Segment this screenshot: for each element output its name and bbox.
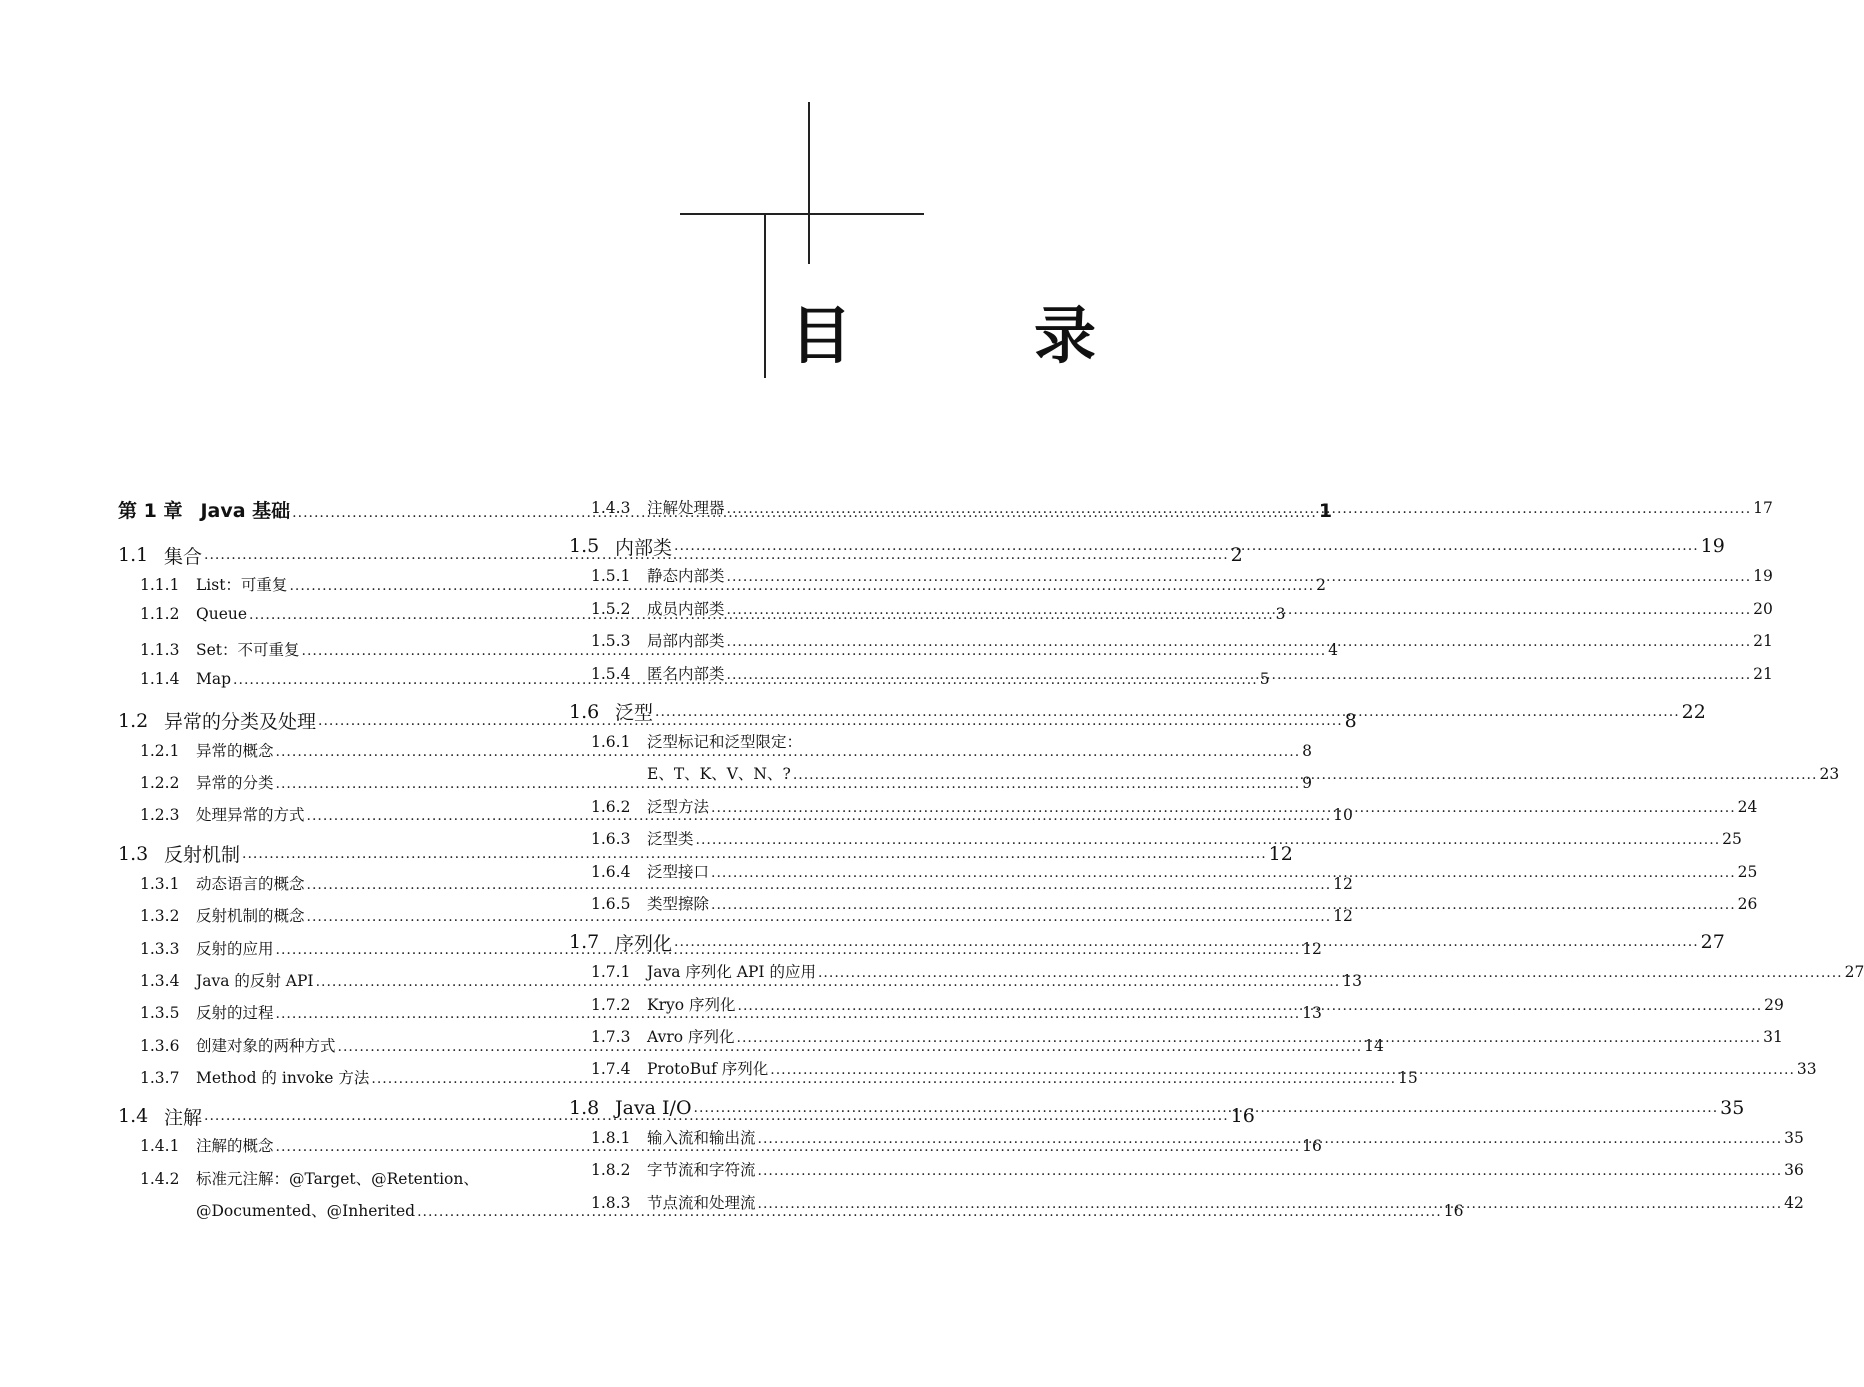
- toc-entry-title: Java I/O: [615, 1096, 692, 1119]
- toc-entry-title: Set：不可重复: [196, 640, 300, 659]
- toc-entry-title: @Documented、@Inherited: [196, 1202, 416, 1221]
- toc-entry-page: 5: [1259, 670, 1270, 689]
- toc-dot-leader: [737, 1030, 1762, 1046]
- decor-vertical-line-lower: [764, 214, 766, 378]
- toc-entry-number: 1.8.2: [591, 1161, 631, 1180]
- toc-entry-page: 9: [1302, 773, 1313, 792]
- toc-entry-title: 泛型: [615, 702, 654, 725]
- toc-entry-sub-first[interactable]: [569, 730, 972, 762]
- toc-dot-leader: [818, 965, 1843, 981]
- toc-dot-leader: [674, 934, 1699, 950]
- toc-dot-leader: [694, 1100, 1719, 1116]
- toc-entry-title: Map: [196, 670, 232, 689]
- toc-entry-number: 1.1.1: [140, 576, 180, 594]
- toc-entry-sub[interactable]: [569, 1158, 1804, 1190]
- toc-entry-title: Avro 序列化: [647, 1028, 735, 1047]
- toc-dot-leader: [738, 998, 1763, 1014]
- toc-entry-title: 反射机制的概念: [196, 907, 305, 926]
- toc-entry-title: Java 的反射 API: [196, 971, 314, 990]
- toc-entry-sub[interactable]: [569, 564, 1773, 596]
- toc-entry-title: List：可重复: [196, 576, 288, 594]
- toc-entry-number: 1.5.2: [591, 599, 631, 618]
- toc-entry-number: 1.5.4: [591, 664, 631, 683]
- toc-entry-number: 1.8: [569, 1096, 600, 1119]
- toc-entry-number: 1.1.3: [140, 640, 180, 659]
- toc-entry-page: 3: [1275, 605, 1286, 624]
- toc-entry-number: 1.5: [569, 535, 600, 558]
- toc-entry-page: 31: [1763, 1028, 1783, 1047]
- toc-entry-page: 27: [1844, 963, 1864, 982]
- decor-vertical-line-upper: [808, 102, 810, 264]
- toc-entry-section[interactable]: [569, 528, 1725, 564]
- page-title: 目 录: [790, 299, 1157, 372]
- toc-entry-title: 泛型方法: [647, 797, 710, 816]
- toc-entry-page: 25: [1722, 830, 1742, 849]
- toc-entry-title: 集合: [164, 545, 203, 568]
- toc-entry-number: 1.6.1: [591, 732, 631, 751]
- toc-entry-number: 1.6: [569, 700, 600, 723]
- toc-entry-number: 1.8.3: [591, 1193, 631, 1212]
- toc-entry-page: 16: [1443, 1202, 1464, 1221]
- toc-entry-title: 节点流和处理流: [647, 1193, 756, 1212]
- toc-entry-page: 33: [1796, 1060, 1817, 1079]
- toc-entry-number: 1.6.3: [591, 830, 631, 849]
- toc-entry-page: 2: [1230, 544, 1243, 566]
- toc-entry-page: 26: [1737, 894, 1758, 913]
- toc-entry-title: 成员内部类: [647, 599, 725, 618]
- toc-entry-number: 1.4.3: [591, 499, 631, 517]
- toc-entry-number: 1.7: [569, 931, 600, 954]
- toc-entry-page: 23: [1819, 765, 1840, 784]
- toc-entry-title: 局部内部类: [647, 632, 725, 651]
- toc-entry-title: 匿名内部类: [647, 664, 725, 683]
- toc-entry-title: 反射的应用: [196, 939, 274, 958]
- toc-entry-page: 13: [1342, 971, 1362, 990]
- toc-entry-title: 输入流和输出流: [647, 1128, 756, 1147]
- toc-entry-page: 16: [1230, 1105, 1255, 1128]
- toc-entry-page: 20: [1753, 599, 1773, 618]
- toc-entry-page: 10: [1333, 806, 1353, 825]
- toc-entry-title: Java 基础: [200, 500, 291, 522]
- toc-entry-title: 注解: [164, 1106, 203, 1129]
- toc-entry-page: 19: [1700, 535, 1725, 558]
- toc-entry-title: E、T、K、V、N、?: [647, 765, 791, 784]
- toc-dot-leader: [758, 1196, 1783, 1212]
- toc-entry-number: 1.7.4: [591, 1060, 631, 1079]
- toc-entry-page: 12: [1333, 907, 1353, 926]
- toc-entry-cont[interactable]: [569, 762, 1840, 794]
- toc-entry-title: 反射的过程: [196, 1004, 274, 1023]
- toc-dot-leader: [655, 704, 1680, 720]
- toc-entry-number: 1.3.1: [140, 874, 180, 893]
- toc-entry-page: 24: [1737, 797, 1758, 816]
- toc-entry-title: 异常的概念: [196, 741, 274, 760]
- toc-entry-number: 1.6.5: [591, 894, 631, 913]
- toc-entry-number: 1.3: [118, 842, 149, 865]
- toc-entry-number: 1.4.1: [140, 1137, 180, 1156]
- toc-entry-number: 1.2.1: [140, 741, 180, 760]
- toc-entry-number: 1.5.1: [591, 567, 631, 586]
- toc-entry-sub[interactable]: [118, 904, 1353, 936]
- toc-entry-page: 13: [1302, 1004, 1322, 1023]
- toc-entry-title: 字节流和字符流: [647, 1161, 756, 1180]
- decor-horizontal-line: [680, 213, 924, 215]
- toc-entry-page: 29: [1764, 995, 1784, 1014]
- toc-entry-number: 1.7.1: [591, 963, 631, 982]
- toc-dot-leader: [674, 538, 1699, 554]
- toc-entry-number: 1.1: [118, 544, 149, 566]
- toc-entry-page: 2: [1316, 576, 1326, 594]
- toc-entry-sub[interactable]: [569, 629, 1773, 661]
- toc-entry-number: 1.2.3: [140, 806, 180, 825]
- toc-entry-number: 1.3.6: [140, 1036, 180, 1055]
- toc-entry-number: 1.7.3: [591, 1028, 631, 1047]
- toc-entry-number: 1.6.2: [591, 797, 631, 816]
- toc-entry-page: 12: [1333, 874, 1353, 893]
- toc-entry-number: 1.8.1: [591, 1128, 631, 1147]
- toc-entry-number: 1.4.2: [140, 1169, 180, 1188]
- toc-entry-title: 标准元注解：@Target、@Retention、: [196, 1169, 479, 1188]
- toc-entry-sub-first[interactable]: [118, 1167, 522, 1199]
- toc-entry-page: 22: [1681, 700, 1706, 723]
- toc-entry-page: 4: [1328, 640, 1339, 659]
- toc-entry-number: 1.3.3: [140, 939, 180, 958]
- toc-dot-leader: [758, 1163, 1783, 1179]
- toc-entry-page: 21: [1753, 664, 1773, 683]
- toc-dot-leader: [770, 1062, 1795, 1078]
- toc-entry-page: 19: [1753, 567, 1773, 586]
- toc-entry-title: 静态内部类: [647, 567, 725, 586]
- toc-entry-title: 创建对象的两种方式: [196, 1036, 336, 1055]
- toc-entry-title: 注解处理器: [647, 499, 725, 517]
- toc-dot-leader: [711, 800, 1736, 816]
- toc-entry-title: 泛型类: [647, 830, 694, 849]
- toc-entry-title: 泛型标记和泛型限定：: [647, 732, 803, 751]
- toc-entry-number: 1.7.2: [591, 995, 631, 1014]
- toc-entry-number: 1.2.2: [140, 773, 180, 792]
- toc-entry-title: 类型擦除: [647, 894, 710, 913]
- toc-dot-leader: [711, 865, 1736, 881]
- toc-entry-number: 1.6.4: [591, 862, 631, 881]
- toc-entry-page: 36: [1784, 1161, 1804, 1180]
- toc-entry-title: 处理异常的方式: [196, 806, 305, 825]
- toc-entry-number: 1.3.5: [140, 1004, 180, 1023]
- toc-entry-page: 8: [1344, 709, 1357, 732]
- toc-dot-leader: [727, 602, 1752, 618]
- toc-entry-number: 1.1.4: [140, 670, 180, 689]
- toc-dot-leader: [727, 634, 1752, 650]
- toc-dot-leader: [793, 767, 1818, 783]
- toc-entry-title: 异常的分类: [196, 773, 274, 792]
- toc-entry-page: 1: [1318, 500, 1333, 522]
- toc-entry-page: 12: [1302, 939, 1322, 958]
- toc-dot-leader: [711, 897, 1736, 913]
- toc-entry-page: 35: [1784, 1128, 1804, 1147]
- toc-dot-leader: [727, 569, 1752, 585]
- toc-entry-page: 14: [1364, 1036, 1384, 1055]
- toc-entry-page: 8: [1302, 741, 1313, 760]
- toc-entry-title: 泛型接口: [647, 862, 710, 881]
- toc-dot-leader: [727, 501, 1752, 517]
- toc-entry-title: Java 序列化 API 的应用: [647, 963, 816, 982]
- toc-dot-leader: [727, 667, 1752, 683]
- toc-entry-title: 反射机制: [164, 844, 241, 867]
- toc-entry-page: 17: [1753, 499, 1773, 517]
- toc-entry-number: 1.2: [118, 709, 149, 732]
- toc-entry-title: Method 的 invoke 方法: [196, 1069, 370, 1088]
- toc-entry-number: 1.3.7: [140, 1069, 180, 1088]
- toc-entry-title: 异常的分类及处理: [164, 711, 317, 734]
- toc-entry-page: 42: [1784, 1193, 1804, 1212]
- toc-dot-leader: [758, 1131, 1783, 1147]
- toc-dot-leader: [696, 832, 1721, 848]
- toc-entry-title: 动态语言的概念: [196, 874, 305, 893]
- toc-entry-title: 注解的概念: [196, 1137, 274, 1156]
- toc-entry-title: Queue: [196, 605, 248, 624]
- toc-entry-title: 内部类: [615, 536, 673, 559]
- toc-entry-title: Kryo 序列化: [647, 995, 736, 1014]
- toc-entry-number: 1.3.2: [140, 907, 180, 926]
- toc-entry-page: 27: [1700, 931, 1725, 954]
- toc-entry-sub[interactable]: [569, 597, 1773, 629]
- toc-entry-page: 16: [1302, 1137, 1322, 1156]
- toc-entry-page: 25: [1737, 862, 1758, 881]
- toc-entry-number: 1.1.2: [140, 605, 180, 624]
- toc-entry-sub[interactable]: [569, 662, 1773, 694]
- toc-entry-section[interactable]: [569, 694, 1706, 730]
- toc-entry-page: 21: [1753, 632, 1773, 651]
- toc-entry-number: 1.5.3: [591, 632, 631, 651]
- toc-entry-page: 12: [1268, 842, 1293, 865]
- toc-entry-title: 序列化: [615, 932, 673, 955]
- toc-entry-number: 1.3.4: [140, 971, 180, 990]
- toc-entry-title: ProtoBuf 序列化: [647, 1060, 769, 1079]
- toc-entry-page: 15: [1398, 1069, 1418, 1088]
- toc-entry-number: 第 1 章: [118, 500, 183, 522]
- toc-entry-sub[interactable]: [569, 496, 1773, 528]
- toc-entry-number: 1.4: [118, 1105, 149, 1128]
- toc-entry-page: 35: [1720, 1096, 1745, 1119]
